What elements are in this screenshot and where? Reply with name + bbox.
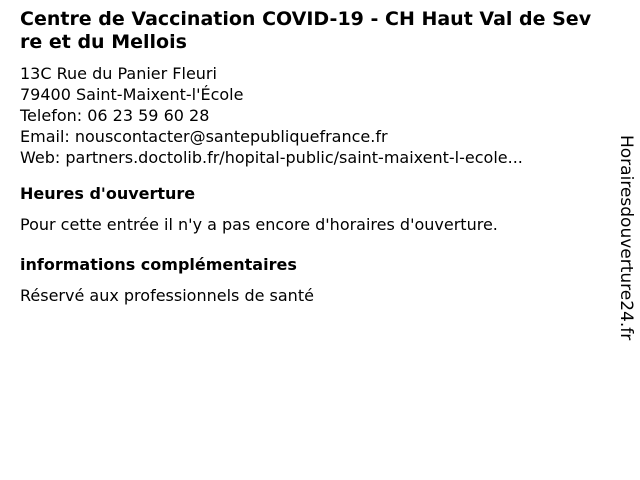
center-title: Centre de Vaccination COVID-19 - CH Haut Val de Sevre et du Mellois	[20, 8, 592, 53]
opening-hours-text: Pour cette entrée il n'y a pas encore d'horaires d'ouverture.	[20, 215, 498, 234]
additional-info-heading: informations complémentaires	[20, 255, 297, 274]
center-details	[20, 8, 598, 306]
contact-block	[20, 63, 598, 168]
additional-info-text: Réservé aux professionnels de santé	[20, 286, 314, 305]
email-line	[20, 126, 598, 147]
web-line	[20, 147, 598, 168]
address-city: 79400 Saint-Maixent-l'École	[20, 85, 244, 104]
email-link[interactable]: Email: nouscontacter@santepubliquefrance.fr	[20, 127, 388, 146]
site-brand-watermark: Horairesdouverture24.fr	[616, 135, 636, 341]
website-link[interactable]: Web: partners.doctolib.fr/hopital-public/saint-maixent-l-ecole...	[20, 148, 523, 167]
opening-hours-heading: Heures d'ouverture	[20, 184, 196, 203]
address-street: 13C Rue du Panier Fleuri	[20, 64, 217, 83]
phone-number: Telefon: 06 23 59 60 28	[20, 106, 210, 125]
